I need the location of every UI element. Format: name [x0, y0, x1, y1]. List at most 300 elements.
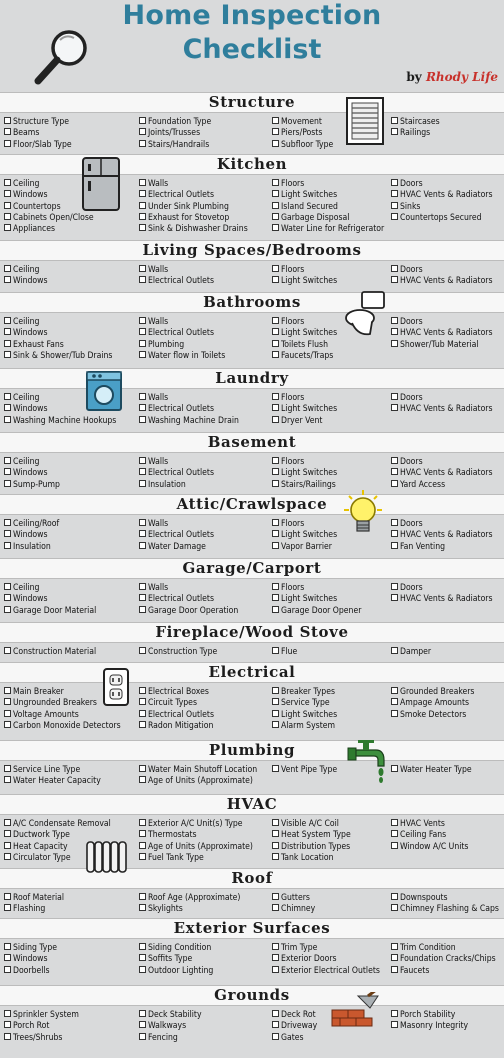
- checkbox[interactable]: [4, 583, 11, 590]
- checkbox[interactable]: [139, 1010, 146, 1017]
- checkbox[interactable]: [139, 687, 146, 694]
- checklist-item[interactable]: [4, 530, 48, 541]
- checklist-item[interactable]: [4, 721, 121, 732]
- checklist-item[interactable]: [139, 340, 184, 351]
- checklist-item[interactable]: [272, 710, 337, 721]
- checkbox[interactable]: [272, 265, 279, 272]
- checklist-item[interactable]: [272, 328, 337, 339]
- checklist-item[interactable]: [139, 351, 225, 362]
- checkbox[interactable]: [272, 190, 279, 197]
- checkbox[interactable]: [4, 265, 11, 272]
- checkbox[interactable]: [391, 519, 398, 526]
- checklist-item[interactable]: [272, 519, 304, 530]
- checkbox[interactable]: [4, 128, 11, 135]
- checkbox[interactable]: [391, 128, 398, 135]
- checkbox[interactable]: [391, 317, 398, 324]
- checklist-item[interactable]: [391, 1010, 455, 1021]
- checklist-item[interactable]: [391, 830, 446, 841]
- checklist-item[interactable]: [391, 213, 482, 224]
- checklist-item[interactable]: [4, 416, 116, 427]
- checklist-item[interactable]: [139, 202, 229, 213]
- checklist-item[interactable]: [272, 351, 333, 362]
- checklist-item[interactable]: [272, 904, 315, 915]
- checklist-item[interactable]: [139, 519, 168, 530]
- checklist-item[interactable]: [272, 224, 384, 235]
- checkbox[interactable]: [139, 213, 146, 220]
- checklist-item[interactable]: [272, 698, 330, 709]
- checklist-item[interactable]: [139, 710, 214, 721]
- checkbox[interactable]: [272, 416, 279, 423]
- checklist-item[interactable]: [4, 265, 39, 276]
- checkbox[interactable]: [4, 117, 11, 124]
- checklist-item[interactable]: [391, 966, 429, 977]
- checkbox[interactable]: [139, 954, 146, 961]
- checklist-item[interactable]: [139, 190, 214, 201]
- checkbox[interactable]: [272, 457, 279, 464]
- checkbox[interactable]: [391, 328, 398, 335]
- checkbox[interactable]: [272, 954, 279, 961]
- checkbox[interactable]: [139, 416, 146, 423]
- checklist-item[interactable]: [272, 317, 304, 328]
- checklist-item[interactable]: [4, 542, 51, 553]
- checkbox[interactable]: [391, 340, 398, 347]
- checkbox[interactable]: [272, 1033, 279, 1040]
- checklist-item[interactable]: [139, 842, 253, 853]
- checkbox[interactable]: [4, 1021, 11, 1028]
- checkbox[interactable]: [4, 943, 11, 950]
- checklist-item[interactable]: [139, 606, 238, 617]
- checkbox[interactable]: [4, 765, 11, 772]
- checkbox[interactable]: [272, 943, 279, 950]
- checkbox[interactable]: [4, 317, 11, 324]
- checklist-item[interactable]: [272, 530, 337, 541]
- checkbox[interactable]: [391, 893, 398, 900]
- checkbox[interactable]: [4, 830, 11, 837]
- checkbox[interactable]: [4, 393, 11, 400]
- checklist-item[interactable]: [391, 190, 493, 201]
- checkbox[interactable]: [272, 594, 279, 601]
- checkbox[interactable]: [4, 904, 11, 911]
- checkbox[interactable]: [391, 457, 398, 464]
- checkbox[interactable]: [4, 530, 11, 537]
- checkbox[interactable]: [4, 842, 11, 849]
- checklist-item[interactable]: [272, 393, 304, 404]
- checklist-item[interactable]: [272, 853, 334, 864]
- checklist-item[interactable]: [391, 819, 445, 830]
- checkbox[interactable]: [139, 594, 146, 601]
- checklist-item[interactable]: [391, 594, 493, 605]
- checkbox[interactable]: [4, 202, 11, 209]
- checklist-item[interactable]: [391, 710, 466, 721]
- checkbox[interactable]: [139, 179, 146, 186]
- checklist-item[interactable]: [272, 202, 338, 213]
- checklist-item[interactable]: [4, 480, 60, 491]
- checklist-item[interactable]: [4, 954, 48, 965]
- checklist-item[interactable]: [4, 647, 96, 658]
- checkbox[interactable]: [139, 698, 146, 705]
- checklist-item[interactable]: [391, 530, 493, 541]
- checklist-item[interactable]: [391, 179, 423, 190]
- checklist-item[interactable]: [4, 519, 59, 530]
- checkbox[interactable]: [139, 721, 146, 728]
- checkbox[interactable]: [4, 1033, 11, 1040]
- checkbox[interactable]: [272, 966, 279, 973]
- checkbox[interactable]: [272, 117, 279, 124]
- checkbox[interactable]: [139, 117, 146, 124]
- checkbox[interactable]: [139, 140, 146, 147]
- checkbox[interactable]: [272, 140, 279, 147]
- checklist-item[interactable]: [272, 265, 304, 276]
- checkbox[interactable]: [4, 276, 11, 283]
- checkbox[interactable]: [139, 190, 146, 197]
- checkbox[interactable]: [139, 710, 146, 717]
- checklist-item[interactable]: [139, 765, 257, 776]
- checklist-item[interactable]: [391, 202, 420, 213]
- checkbox[interactable]: [391, 276, 398, 283]
- checkbox[interactable]: [4, 328, 11, 335]
- checklist-item[interactable]: [272, 1021, 317, 1032]
- checkbox[interactable]: [139, 202, 146, 209]
- checklist-item[interactable]: [139, 328, 214, 339]
- checkbox[interactable]: [272, 202, 279, 209]
- checklist-item[interactable]: [139, 480, 186, 491]
- checklist-item[interactable]: [139, 698, 197, 709]
- checkbox[interactable]: [272, 583, 279, 590]
- checkbox[interactable]: [139, 904, 146, 911]
- checkbox[interactable]: [272, 830, 279, 837]
- checklist-item[interactable]: [139, 117, 211, 128]
- checkbox[interactable]: [272, 128, 279, 135]
- checkbox[interactable]: [4, 966, 11, 973]
- checklist-item[interactable]: [4, 351, 112, 362]
- checkbox[interactable]: [272, 893, 279, 900]
- checklist-item[interactable]: [4, 904, 45, 915]
- checklist-item[interactable]: [139, 140, 209, 151]
- checkbox[interactable]: [139, 830, 146, 837]
- checkbox[interactable]: [139, 480, 146, 487]
- checkbox[interactable]: [4, 351, 11, 358]
- checklist-item[interactable]: [4, 842, 68, 853]
- checkbox[interactable]: [391, 710, 398, 717]
- checkbox[interactable]: [272, 647, 279, 654]
- checkbox[interactable]: [4, 416, 11, 423]
- checkbox[interactable]: [4, 542, 11, 549]
- checklist-item[interactable]: [272, 117, 322, 128]
- checkbox[interactable]: [272, 224, 279, 231]
- checklist-item[interactable]: [139, 776, 253, 787]
- checkbox[interactable]: [4, 710, 11, 717]
- checklist-item[interactable]: [272, 721, 335, 732]
- checkbox[interactable]: [4, 954, 11, 961]
- checklist-item[interactable]: [139, 830, 197, 841]
- checkbox[interactable]: [4, 213, 11, 220]
- checkbox[interactable]: [4, 457, 11, 464]
- checkbox[interactable]: [391, 468, 398, 475]
- checkbox[interactable]: [272, 687, 279, 694]
- checklist-item[interactable]: [272, 179, 304, 190]
- checklist-item[interactable]: [272, 819, 339, 830]
- checklist-item[interactable]: [139, 179, 168, 190]
- checklist-item[interactable]: [139, 317, 168, 328]
- checkbox[interactable]: [4, 893, 11, 900]
- checklist-item[interactable]: [391, 340, 479, 351]
- checkbox[interactable]: [272, 765, 279, 772]
- checklist-item[interactable]: [391, 698, 469, 709]
- checklist-item[interactable]: [391, 765, 472, 776]
- checkbox[interactable]: [391, 190, 398, 197]
- checkbox[interactable]: [4, 647, 11, 654]
- checklist-item[interactable]: [4, 606, 96, 617]
- checklist-item[interactable]: [272, 954, 337, 965]
- checklist-item[interactable]: [139, 416, 239, 427]
- checkbox[interactable]: [139, 842, 146, 849]
- checkbox[interactable]: [391, 954, 398, 961]
- checklist-item[interactable]: [139, 276, 214, 287]
- checkbox[interactable]: [139, 328, 146, 335]
- checkbox[interactable]: [4, 404, 11, 411]
- checklist-item[interactable]: [139, 404, 214, 415]
- checklist-item[interactable]: [391, 468, 493, 479]
- checkbox[interactable]: [391, 1021, 398, 1028]
- checkbox[interactable]: [4, 190, 11, 197]
- checkbox[interactable]: [139, 542, 146, 549]
- checklist-item[interactable]: [139, 393, 168, 404]
- checklist-item[interactable]: [391, 647, 431, 658]
- checklist-item[interactable]: [4, 468, 48, 479]
- checkbox[interactable]: [391, 583, 398, 590]
- checklist-item[interactable]: [139, 457, 168, 468]
- checklist-item[interactable]: [272, 213, 349, 224]
- checklist-item[interactable]: [391, 276, 493, 287]
- checklist-item[interactable]: [4, 594, 48, 605]
- checklist-item[interactable]: [272, 542, 332, 553]
- checklist-item[interactable]: [139, 1021, 186, 1032]
- checklist-item[interactable]: [391, 943, 456, 954]
- checklist-item[interactable]: [272, 1010, 316, 1021]
- checkbox[interactable]: [272, 328, 279, 335]
- checkbox[interactable]: [139, 276, 146, 283]
- checklist-item[interactable]: [4, 179, 39, 190]
- checkbox[interactable]: [272, 393, 279, 400]
- checkbox[interactable]: [391, 530, 398, 537]
- checklist-item[interactable]: [4, 317, 39, 328]
- checkbox[interactable]: [272, 317, 279, 324]
- checklist-item[interactable]: [4, 404, 48, 415]
- checkbox[interactable]: [139, 128, 146, 135]
- checklist-item[interactable]: [139, 1010, 202, 1021]
- checkbox[interactable]: [4, 594, 11, 601]
- checklist-item[interactable]: [4, 819, 111, 830]
- checkbox[interactable]: [391, 830, 398, 837]
- checklist-item[interactable]: [272, 606, 361, 617]
- checkbox[interactable]: [391, 594, 398, 601]
- checklist-item[interactable]: [4, 328, 48, 339]
- checklist-item[interactable]: [391, 954, 496, 965]
- checklist-item[interactable]: [272, 128, 322, 139]
- checkbox[interactable]: [272, 606, 279, 613]
- checklist-item[interactable]: [391, 842, 468, 853]
- checklist-item[interactable]: [272, 765, 337, 776]
- checklist-item[interactable]: [272, 966, 380, 977]
- checkbox[interactable]: [272, 1010, 279, 1017]
- checkbox[interactable]: [272, 842, 279, 849]
- checklist-item[interactable]: [272, 480, 336, 491]
- checkbox[interactable]: [272, 819, 279, 826]
- checkbox[interactable]: [272, 721, 279, 728]
- checklist-item[interactable]: [139, 853, 204, 864]
- checklist-item[interactable]: [272, 340, 328, 351]
- checkbox[interactable]: [4, 468, 11, 475]
- checkbox[interactable]: [272, 710, 279, 717]
- checkbox[interactable]: [391, 480, 398, 487]
- checklist-item[interactable]: [272, 468, 337, 479]
- checkbox[interactable]: [272, 404, 279, 411]
- checklist-item[interactable]: [4, 853, 71, 864]
- checklist-item[interactable]: [391, 687, 474, 698]
- checkbox[interactable]: [391, 687, 398, 694]
- checkbox[interactable]: [391, 943, 398, 950]
- checklist-item[interactable]: [4, 202, 61, 213]
- checkbox[interactable]: [139, 340, 146, 347]
- checkbox[interactable]: [272, 530, 279, 537]
- checkbox[interactable]: [272, 1021, 279, 1028]
- checklist-item[interactable]: [4, 140, 72, 151]
- checklist-item[interactable]: [139, 265, 168, 276]
- checkbox[interactable]: [4, 179, 11, 186]
- checkbox[interactable]: [391, 647, 398, 654]
- checklist-item[interactable]: [391, 893, 448, 904]
- checklist-item[interactable]: [391, 904, 499, 915]
- checkbox[interactable]: [391, 904, 398, 911]
- checkbox[interactable]: [272, 468, 279, 475]
- checkbox[interactable]: [272, 480, 279, 487]
- checklist-item[interactable]: [272, 190, 337, 201]
- checklist-item[interactable]: [4, 224, 55, 235]
- checkbox[interactable]: [4, 140, 11, 147]
- checklist-item[interactable]: [272, 830, 351, 841]
- checklist-item[interactable]: [4, 583, 39, 594]
- checklist-item[interactable]: [391, 583, 423, 594]
- checkbox[interactable]: [272, 276, 279, 283]
- checkbox[interactable]: [391, 842, 398, 849]
- checkbox[interactable]: [391, 698, 398, 705]
- checklist-item[interactable]: [4, 213, 94, 224]
- checklist-item[interactable]: [139, 594, 214, 605]
- checkbox[interactable]: [139, 647, 146, 654]
- checklist-item[interactable]: [139, 819, 243, 830]
- checklist-item[interactable]: [4, 698, 97, 709]
- checkbox[interactable]: [139, 943, 146, 950]
- checkbox[interactable]: [391, 213, 398, 220]
- checkbox[interactable]: [4, 480, 11, 487]
- checkbox[interactable]: [139, 519, 146, 526]
- checkbox[interactable]: [391, 765, 398, 772]
- checklist-item[interactable]: [4, 943, 57, 954]
- checkbox[interactable]: [139, 893, 146, 900]
- checkbox[interactable]: [272, 179, 279, 186]
- checklist-item[interactable]: [272, 943, 317, 954]
- checklist-item[interactable]: [391, 117, 440, 128]
- checklist-item[interactable]: [272, 647, 297, 658]
- checkbox[interactable]: [4, 606, 11, 613]
- checkbox[interactable]: [272, 542, 279, 549]
- checklist-item[interactable]: [272, 583, 304, 594]
- checklist-item[interactable]: [4, 190, 48, 201]
- checkbox[interactable]: [139, 1021, 146, 1028]
- checkbox[interactable]: [4, 819, 11, 826]
- checklist-item[interactable]: [272, 404, 337, 415]
- checklist-item[interactable]: [4, 393, 39, 404]
- checkbox[interactable]: [139, 351, 146, 358]
- checkbox[interactable]: [139, 457, 146, 464]
- checklist-item[interactable]: [391, 128, 430, 139]
- checkbox[interactable]: [391, 1010, 398, 1017]
- checklist-item[interactable]: [139, 542, 206, 553]
- checklist-item[interactable]: [4, 893, 64, 904]
- checklist-item[interactable]: [139, 943, 211, 954]
- checkbox[interactable]: [272, 213, 279, 220]
- checklist-item[interactable]: [4, 1010, 79, 1021]
- checklist-item[interactable]: [139, 530, 214, 541]
- checklist-item[interactable]: [4, 457, 39, 468]
- checklist-item[interactable]: [272, 416, 322, 427]
- checklist-item[interactable]: [4, 710, 79, 721]
- checkbox[interactable]: [139, 393, 146, 400]
- checklist-item[interactable]: [391, 519, 423, 530]
- checkbox[interactable]: [4, 1010, 11, 1017]
- checklist-item[interactable]: [139, 721, 213, 732]
- checklist-item[interactable]: [139, 904, 183, 915]
- checkbox[interactable]: [139, 606, 146, 613]
- checklist-item[interactable]: [272, 457, 304, 468]
- checklist-item[interactable]: [391, 457, 423, 468]
- checklist-item[interactable]: [4, 117, 69, 128]
- checklist-item[interactable]: [139, 966, 213, 977]
- checklist-item[interactable]: [391, 393, 423, 404]
- checkbox[interactable]: [139, 265, 146, 272]
- checklist-item[interactable]: [272, 687, 335, 698]
- checklist-item[interactable]: [391, 480, 445, 491]
- checkbox[interactable]: [139, 404, 146, 411]
- checkbox[interactable]: [4, 853, 11, 860]
- checkbox[interactable]: [272, 698, 279, 705]
- checklist-item[interactable]: [272, 594, 337, 605]
- checkbox[interactable]: [4, 519, 11, 526]
- checklist-item[interactable]: [391, 317, 423, 328]
- checkbox[interactable]: [139, 776, 146, 783]
- checklist-item[interactable]: [272, 893, 310, 904]
- checkbox[interactable]: [272, 351, 279, 358]
- checkbox[interactable]: [139, 765, 146, 772]
- checklist-item[interactable]: [139, 687, 209, 698]
- checklist-item[interactable]: [4, 830, 70, 841]
- checklist-item[interactable]: [139, 647, 217, 658]
- checkbox[interactable]: [139, 1033, 146, 1040]
- checkbox[interactable]: [391, 117, 398, 124]
- checkbox[interactable]: [139, 966, 146, 973]
- checklist-item[interactable]: [391, 404, 493, 415]
- checklist-item[interactable]: [139, 954, 192, 965]
- checklist-item[interactable]: [4, 776, 101, 787]
- checkbox[interactable]: [4, 721, 11, 728]
- checklist-item[interactable]: [4, 1021, 49, 1032]
- checklist-item[interactable]: [391, 265, 423, 276]
- checklist-item[interactable]: [4, 966, 50, 977]
- checklist-item[interactable]: [4, 340, 64, 351]
- checklist-item[interactable]: [272, 140, 333, 151]
- checklist-item[interactable]: [391, 1021, 468, 1032]
- checkbox[interactable]: [139, 224, 146, 231]
